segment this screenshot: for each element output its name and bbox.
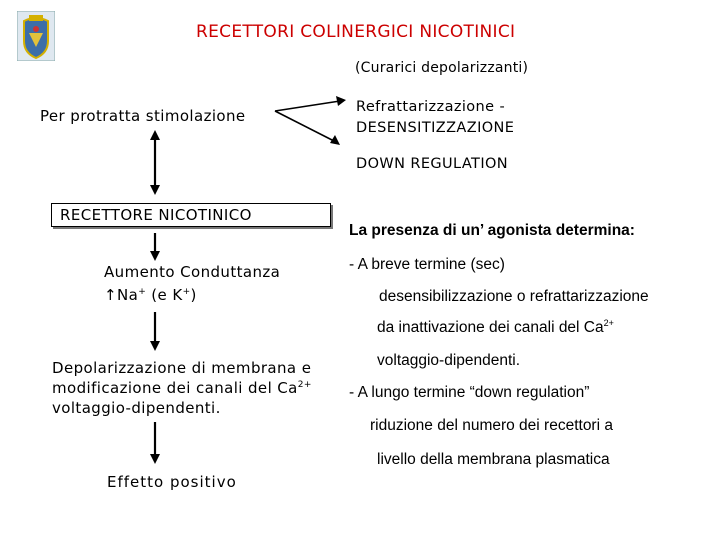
depolarization-line1: Depolarizzazione di membrana e (52, 359, 312, 377)
up-arrow-icon: ↑ (104, 286, 117, 304)
reduction-line1: riduzione del numero dei recettori a (370, 417, 613, 434)
arrow-to-refrattarizzazione (275, 101, 340, 111)
short-term-label: - A breve termine (sec) (349, 256, 505, 273)
refrattarizzazione-block (356, 97, 514, 139)
effect-label: Effetto positivo (107, 473, 237, 491)
long-term-label: - A lungo termine “down regulation” (349, 384, 590, 401)
conductance-line2: ↑Na+ (e K+) (104, 286, 197, 304)
inactivation-label: da inattivazione dei canali del $Ca^{2+}$ (377, 318, 614, 336)
receptor-box (51, 203, 331, 227)
voltage-label: voltaggio-dipendenti. (377, 352, 521, 369)
receptor-label: RECETTORE NICOTINICO (60, 206, 252, 224)
refrattarizzazione-line2: DESENSITIZZAZIONE (356, 120, 515, 136)
depolarization-line3: voltaggio-dipendenti. (52, 399, 221, 417)
page-title: RECETTORI COLINERGICI NICOTINICI (196, 22, 516, 42)
depolarization-line2: modificazione dei canali del $Ca^{2+}$ (52, 379, 312, 397)
desensitization-label: desensibilizzazione o refrattarizzazione (379, 288, 649, 305)
stimulation-label: Per protratta stimolazione (40, 107, 246, 125)
reduction-line2: livello della membrana plasmatica (377, 451, 610, 468)
refrattarizzazione-line1: Refrattarizzazione - (356, 99, 506, 115)
arrow-to-down-regulation (275, 111, 334, 141)
down-regulation-label: DOWN REGULATION (356, 156, 509, 172)
agonist-heading: La presenza di un’ agonista determina: (349, 222, 635, 239)
subtitle: (Curarici depolarizzanti) (355, 60, 529, 76)
depolarization-block (52, 358, 312, 418)
conductance-line1: Aumento Conduttanza (104, 263, 281, 281)
